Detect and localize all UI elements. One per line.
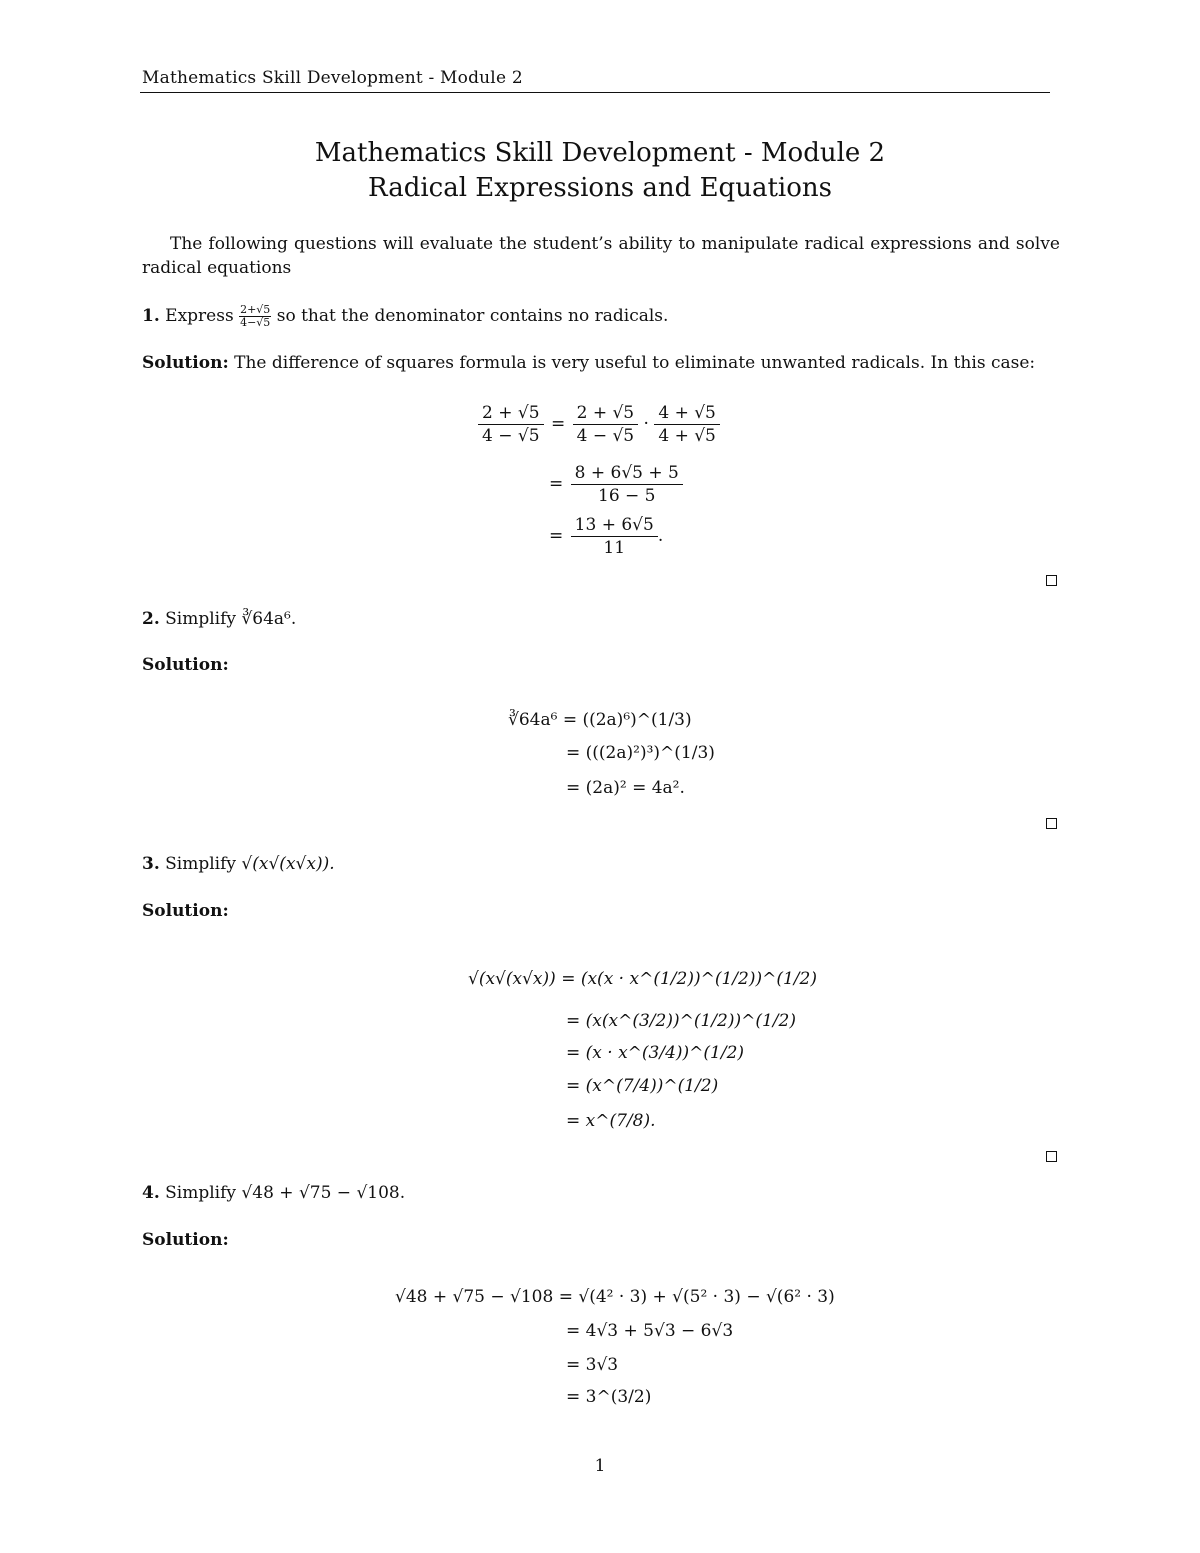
p3-step-5: = x^(7/8). <box>566 1111 656 1131</box>
problem-expression: √(x√(x√x)). <box>241 854 335 874</box>
denominator: 4 + √5 <box>658 426 716 446</box>
p1-step-3: = $\frac{13 + 6√5}{11}$ . <box>549 515 664 558</box>
solution-label: Solution: <box>142 655 229 675</box>
qed-box <box>1046 575 1057 586</box>
numerator: 2 + √5 <box>478 402 544 425</box>
title-line-1: Mathematics Skill Development - Module 2 <box>314 138 886 168</box>
p4-step-4: = 3^(3/2) <box>566 1387 652 1407</box>
qed-box <box>1046 818 1057 829</box>
fraction-numerator: 2+√5 <box>240 303 271 316</box>
problem-3-statement <box>142 852 335 876</box>
math-fraction <box>478 402 544 447</box>
problem-verb: Simplify <box>165 609 237 629</box>
running-header: Mathematics Skill Development - Module 2 <box>142 68 523 88</box>
solution-label: Solution: <box>142 353 229 373</box>
qed-box <box>1046 1151 1057 1162</box>
fraction-denominator: 4−√5 <box>240 316 271 329</box>
page-number: 1 <box>594 1456 606 1476</box>
p4-step-3: = 3√3 <box>566 1355 619 1375</box>
p2-step-2: = (((2a)²)³)^(1/3) <box>566 743 715 763</box>
problem-verb: Simplify <box>165 1183 237 1203</box>
p4-step-1: √48 + √75 − √108 = √(4² · 3) + √(5² · 3) − √(6² · 3) <box>395 1287 835 1307</box>
p3-step-2: = (x(x^(3/2))^(1/2))^(1/2) <box>566 1011 796 1031</box>
p1-step-1: $\frac{2 + √5}{4 - √5}$ = $\frac{2 + √5}{4 - √5}$ · $\frac{4 + √5}{4 + √5}$ <box>478 402 720 447</box>
numerator: 13 + 6√5 <box>571 514 658 537</box>
math-fraction <box>571 514 658 559</box>
math-fraction <box>571 462 683 507</box>
document-title <box>0 136 1200 206</box>
problem-1-solution-intro <box>142 351 1035 375</box>
problem-1-statement <box>142 304 668 329</box>
p1-step-2: = $\frac{8 + 6√5 + 5}{16 - 5}$ <box>549 462 683 507</box>
problem-4-statement <box>142 1181 405 1205</box>
problem-expression: ∛64a⁶. <box>241 609 297 629</box>
p3-step-4: = (x^(7/4))^(1/2) <box>566 1076 719 1096</box>
denominator: 4 − √5 <box>482 426 540 446</box>
title-line-2: Radical Expressions and Equations <box>368 173 832 203</box>
problem-expression: √48 + √75 − √108. <box>241 1183 406 1203</box>
p3-step-3: = (x · x^(3/4))^(1/2) <box>566 1043 745 1063</box>
math-fraction <box>654 402 720 447</box>
numerator: 2 + √5 <box>573 402 639 425</box>
intro-paragraph: The following questions will evaluate the student’s ability to manipulate radical expressions and solve radical equations <box>142 234 1060 278</box>
header-rule <box>140 92 1050 93</box>
p3-step-1: √(x√(x√x)) = (x(x · x^(1/2))^(1/2))^(1/2) <box>468 969 817 989</box>
problem-number: 1. <box>142 306 160 326</box>
problem-number: 2. <box>142 609 160 629</box>
p2-step-3: = (2a)² = 4a². <box>566 778 685 798</box>
solution-text: The difference of squares formula is very useful to eliminate unwanted radicals. In this case: <box>234 353 1036 373</box>
p4-step-2: = 4√3 + 5√3 − 6√3 <box>566 1321 734 1341</box>
problem-number: 4. <box>142 1183 160 1203</box>
problem-2-statement <box>142 607 296 631</box>
p2-step-1: ∛64a⁶ = ((2a)⁶)^(1/3) <box>508 710 692 730</box>
problem-verb: Simplify <box>165 854 237 874</box>
problem-number: 3. <box>142 854 160 874</box>
denominator: 16 − 5 <box>598 486 656 506</box>
math-fraction <box>573 402 639 447</box>
solution-label: Solution: <box>142 1230 229 1250</box>
numerator: 4 + √5 <box>654 402 720 425</box>
denominator: 11 <box>603 538 626 558</box>
solution-label: Solution: <box>142 901 229 921</box>
numerator: 8 + 6√5 + 5 <box>571 462 683 485</box>
inline-fraction <box>239 304 271 329</box>
problem-rest: so that the denominator contains no radicals. <box>276 306 669 326</box>
denominator: 4 − √5 <box>576 426 635 446</box>
problem-verb: Express <box>165 306 234 326</box>
